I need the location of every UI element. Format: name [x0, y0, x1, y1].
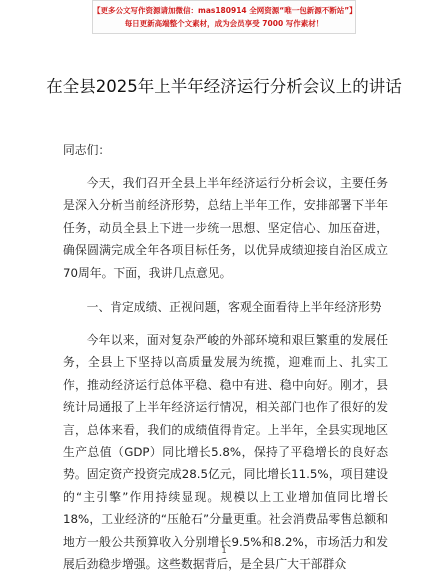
- greeting: 同志们：: [63, 143, 111, 157]
- promo-banner-line2: 每日更新高端整个文素材，成为会员享受 7000 写作素材！: [124, 19, 324, 28]
- paragraph-achievements: 今年以来，面对复杂严峻的外部环境和艰巨繁重的发展任务，全县上下坚持以高质量发展为统揽，迎难而上、扎实工作，推动经济运行总体平稳、稳中有进、稳中向好。刚才，县统计局通报了上半年经济运行情况，相关部门也作了很好的发言，总体来看，我们的成绩值得肯定。上半年，全县实现地区生产总值（GDP）同比增长5.8%，保持了平稳增长的良好态势。固定资产投资完成28.5亿元，同比增长11.5%，项目建设的“主引擎”作用持续显现。规模以上工业增加值同比增长18%，工业经济的“压舱石”分量更重。社会消费品零售总额和地方一般公共预算收入分别增长9.5%和8.2%，市场活力和发展后劲稳步增强。这些数据背后，是全县广大干部群众: [63, 333, 388, 572]
- document-title: 在全县2025年上半年经济运行分析会议上的讲话: [46, 77, 402, 96]
- promo-banner: [92, 0, 356, 34]
- section-heading-1: 一、肯定成绩、正视问题，客观全面看待上半年经济形势: [86, 300, 382, 314]
- paragraph-intro: 今天，我们召开全县上半年经济运行分析会议，主要任务是深入分析当前经济形势，总结上半年工作，安排部署下半年任务，动员全县上下进一步统一思想、坚定信心、加压奋进，确保圆满完成全年各项目标任务，以优异成绩迎接自治区成立70周年。下面，我讲几点意见。: [63, 176, 388, 280]
- page-number: 1: [221, 546, 227, 555]
- promo-banner-line1: 【更多公文写作资源请加微信：mas180914 全网资源“唯一包新源不断站”】: [93, 6, 357, 15]
